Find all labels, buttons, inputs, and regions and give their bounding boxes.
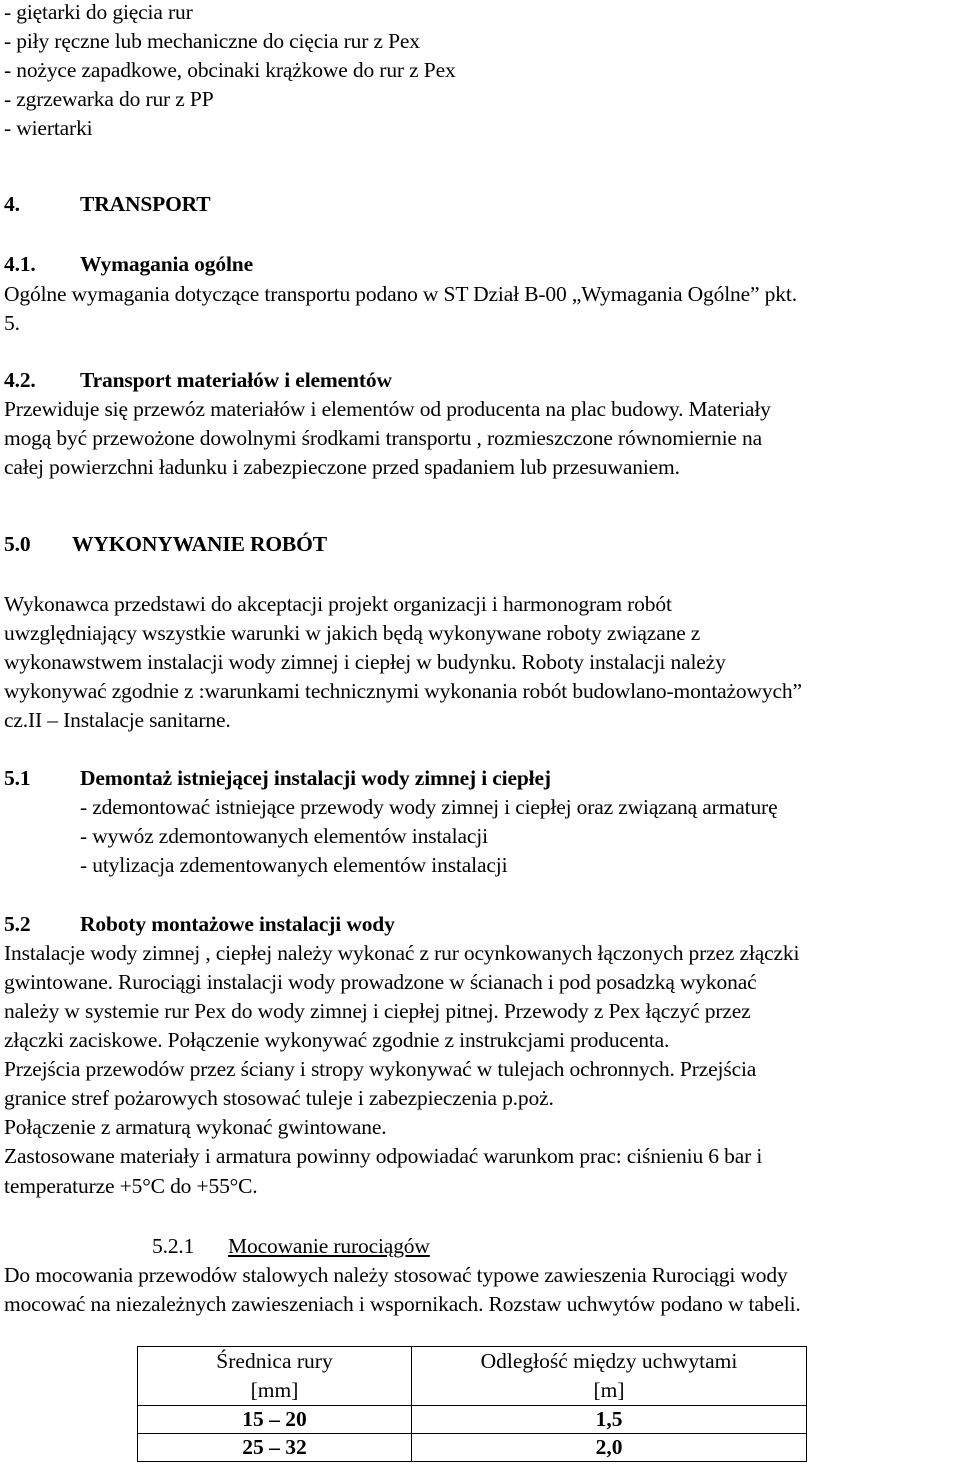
- paragraph-line: Połączenie z armaturą wykonać gwintowane.: [4, 1115, 387, 1139]
- header-unit: [m]: [593, 1378, 625, 1402]
- section-5-0-heading: [4, 530, 327, 558]
- table-row: [138, 1406, 807, 1434]
- bracket-spacing-table: [137, 1346, 807, 1462]
- section-number: 5.1: [4, 766, 31, 790]
- paragraph-line: mogą być przewożone dowolnymi środkami transportu , rozmieszczone równomiernie na: [4, 426, 763, 450]
- tools-list-item: - zgrzewarka do rur z PP: [4, 87, 214, 111]
- section-4-2-heading: [4, 366, 392, 394]
- paragraph-line: Instalacje wody zimnej , ciepłej należy wykonać z rur ocynkowanych łączonych przez złączki: [4, 941, 800, 965]
- section-title: Transport materiałów i elementów: [80, 368, 392, 392]
- section-title: Demontaż istniejącej instalacji wody zimnej i ciepłej: [80, 766, 551, 790]
- section-4-heading: [4, 190, 211, 218]
- header-label: Średnica rury: [216, 1349, 333, 1373]
- paragraph-line: wykonawstwem instalacji wody zimnej i ciepłej w budynku. Roboty instalacji należy: [4, 650, 726, 674]
- tools-list-item: - wiertarki: [4, 116, 93, 140]
- tools-list-item: - piły ręczne lub mechaniczne do cięcia rur z Pex: [4, 29, 420, 53]
- paragraph-line: cz.II – Instalacje sanitarne.: [4, 708, 231, 732]
- paragraph-line: Zastosowane materiały i armatura powinny odpowiadać warunkom prac: ciśnieniu 6 bar i: [4, 1144, 763, 1168]
- section-title: Mocowanie rurociągów: [228, 1234, 430, 1258]
- paragraph-line: Ogólne wymagania dotyczące transportu podano w ST Dział B-00 „Wymagania Ogólne” pkt.: [4, 282, 797, 306]
- list-item: - zdemontować istniejące przewody wody zimnej i ciepłej oraz związaną armaturę: [80, 795, 778, 819]
- table-cell: 15 – 20: [138, 1406, 412, 1434]
- table-cell: 25 – 32: [138, 1434, 412, 1462]
- header-unit: [mm]: [250, 1378, 299, 1402]
- paragraph-line: należy w systemie rur Pex do wody zimnej i ciepłej pitnej. Przewody z Pex łączyć przez: [4, 999, 751, 1023]
- section-number: 5.2.1: [152, 1234, 195, 1258]
- list-item: - wywóz zdemontowanych elementów instalacji: [80, 824, 488, 848]
- section-title: Roboty montażowe instalacji wody: [80, 912, 395, 936]
- tools-list-item: - nożyce zapadkowe, obcinaki krążkowe do rur z Pex: [4, 58, 456, 82]
- section-title: TRANSPORT: [80, 192, 211, 216]
- section-title: WYKONYWANIE ROBÓT: [72, 532, 327, 556]
- paragraph-line: 5.: [4, 311, 20, 335]
- table-cell: 2,0: [412, 1434, 807, 1462]
- header-label: Odległość między uchwytami: [480, 1349, 738, 1373]
- table-row: [138, 1434, 807, 1462]
- paragraph-line: gwintowane. Rurociągi instalacji wody prowadzone w ścianach i pod posadzką wykonać: [4, 970, 757, 994]
- table-cell: 1,5: [412, 1406, 807, 1434]
- paragraph-line: temperaturze +5°C do +55°C.: [4, 1174, 258, 1198]
- section-4-1-heading: [4, 250, 253, 278]
- section-5-1-heading: [4, 764, 551, 792]
- table-header-cell: [138, 1347, 412, 1406]
- tools-list-item: - giętarki do gięcia rur: [4, 0, 193, 24]
- section-5-2-1-heading: [152, 1232, 430, 1260]
- section-number: 5.2: [4, 912, 31, 936]
- section-number: 4.: [4, 192, 20, 216]
- section-title: Wymagania ogólne: [80, 252, 253, 276]
- paragraph-line: wykonywać zgodnie z :warunkami technicznymi wykonania robót budowlano-montażowych”: [4, 679, 802, 703]
- paragraph-line: mocować na niezależnych zawieszeniach i wspornikach. Rozstaw uchwytów podano w tabeli.: [4, 1292, 801, 1316]
- section-5-2-heading: [4, 910, 395, 938]
- paragraph-line: uwzględniający wszystkie warunki w jakich będą wykonywane roboty związane z: [4, 621, 701, 645]
- list-item: - utylizacja zdementowanych elementów instalacji: [80, 853, 508, 877]
- paragraph-line: Wykonawca przedstawi do akceptacji projekt organizacji i harmonogram robót: [4, 592, 672, 616]
- section-number: 5.0: [4, 532, 31, 556]
- section-number: 4.2.: [4, 368, 36, 392]
- paragraph-line: Do mocowania przewodów stalowych należy stosować typowe zawieszenia Rurociągi wody: [4, 1263, 788, 1287]
- paragraph-line: złączki zaciskowe. Połączenie wykonywać zgodnie z instrukcjami producenta.: [4, 1028, 670, 1052]
- table-header-cell: [412, 1347, 807, 1406]
- paragraph-line: Przejścia przewodów przez ściany i stropy wykonywać w tulejach ochronnych. Przejścia: [4, 1057, 757, 1081]
- paragraph-line: Przewiduje się przewóz materiałów i elementów od producenta na plac budowy. Materiały: [4, 397, 771, 421]
- paragraph-line: granice stref pożarowych stosować tuleje i zabezpieczenia p.poż.: [4, 1086, 554, 1110]
- table-header-row: [138, 1347, 807, 1406]
- paragraph-line: całej powierzchni ładunku i zabezpieczone przed spadaniem lub przesuwaniem.: [4, 455, 680, 479]
- section-number: 4.1.: [4, 252, 36, 276]
